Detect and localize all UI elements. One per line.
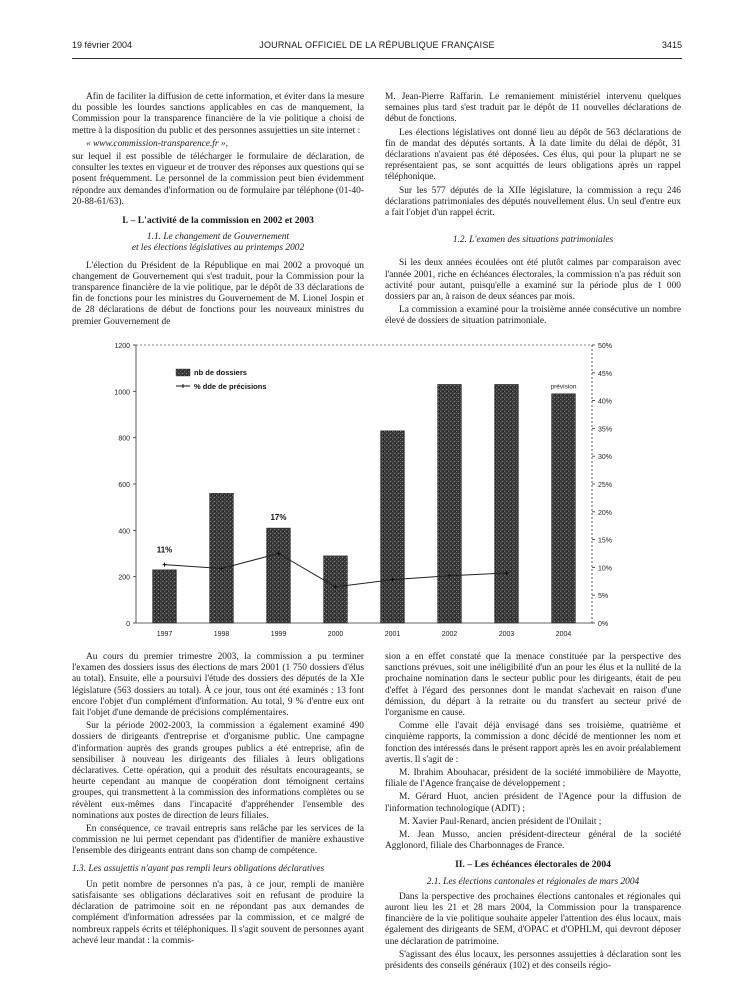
chart-bar: [495, 384, 519, 623]
paragraph: S'agissant des élus locaux, les personnes assujetties à déclaration sont les présidents des conseils généraux (102) et des conseils régio-: [385, 949, 681, 972]
paragraph: La commission a examiné pour la troisième année consécutive un nombre élevé de dossiers de situation patrimoniale.: [385, 305, 681, 327]
data-label: 11%: [156, 545, 173, 555]
y-tick-label: 800: [118, 435, 130, 443]
y2-tick-label: 35%: [598, 426, 613, 434]
y-tick-label: 1000: [114, 389, 130, 397]
x-tick-label: 2004: [555, 631, 572, 638]
subsection-heading: 1.3. Les assujettis n'ayant pas rempli leurs obligations déclaratives: [72, 863, 325, 874]
chart: [112, 335, 632, 647]
paragraph: Sur la période 2002-2003, la commission a également examiné 490 dossiers de dirigeants d'entreprise et d'organisme public. Une campagne d'information auprès des grands groupes publics a été entreprise, afin de sensibiliser à nouveau les dirigeants des filiales à leurs obligations déclaratives. Cette opération, qui a produit des résultats encourageants, se heurte cependant au manque de coopération dont témoignent certains groupes, qui transmettent à la commission des informations complètes ou se révèlent eux-mêmes dans l'incapacité d'appréhender l'ensemble des nominations aux postes de direction de leurs filiales.: [72, 721, 364, 821]
column-top-right: [385, 92, 681, 330]
column-bottom-right: [385, 652, 681, 974]
x-tick-label: 1997: [156, 631, 173, 638]
chart-bar: [381, 431, 405, 623]
paragraph: Afin de faciliter la diffusion de cette information, et éviter dans la mesure du possible les lourdes sanctions applicables en cas de manquement, la Commission pour la transparence financière de la vie politique a choisi de mettre à la disposition du public et des personnes assujetties un site internet :: [72, 92, 364, 136]
paragraph: En conséquence, ce travail entrepris sans relâche par les services de la commission ne lui permet cependant pas d'identifier de manière exhaustive l'ensemble des dirigeants entrant dans son champ de compétence.: [72, 824, 364, 857]
header-date: 19 février 2004: [72, 40, 133, 50]
website-url: « www.commission-transparence.fr »,: [86, 138, 228, 149]
legend-label: % dde de précisions: [194, 382, 267, 391]
y2-tick-label: 45%: [598, 370, 613, 378]
paragraph: M. Jean-Pierre Raffarin. Le remaniement ministériel intervenu quelques semaines plus tard s'est traduit par le dépôt de 11 nouvelles déclarations de début de fonctions.: [385, 92, 681, 125]
subsection-heading-line: 1.1. Le changement de Gouvernement: [146, 232, 290, 243]
paragraph: sion a en effet constaté que la menace constituée par la perspective des sanctions prévues, soit une inéligibilité d'un an pour les élus et la nullité de la prochaine nomination dans le secteur public pour les dirigeants, était de peu d'effet à l'égard des personnes dont le mandat s'achevait en raison d'une démission, du départ à la retraite ou du transfert au secteur privé de l'organisme en cause.: [385, 652, 681, 719]
header-page-number: 3415: [661, 40, 682, 50]
forecast-annotation: prévision: [550, 383, 577, 391]
y-tick-label: 200: [118, 574, 130, 582]
chart-bar: [438, 384, 462, 623]
chart-svg: [112, 335, 632, 647]
y2-tick-label: 0%: [598, 621, 609, 628]
x-tick-label: 2003: [498, 631, 515, 638]
list-item: M. Gérard Huot, ancien président de l'Agence pour la diffusion de l'information technologique (ADIT) ;: [385, 792, 681, 814]
line-point: [163, 563, 167, 567]
section-heading: II. – Les échéances électorales de 2004: [455, 859, 611, 871]
y2-tick-label: 5%: [598, 593, 609, 601]
chart-bar: [552, 394, 576, 623]
subsection-heading: 1.2. L'examen des situations patrimoniales: [452, 235, 614, 246]
paragraph: L'élection du Président de la République en mai 2002 a provoqué un changement de Gouvernement qui s'est traduit, pour la Commission pour la transparence financière de la vie politique, par le dépôt de 33 déclarations de fin de fonctions pour les ministres du Gouvernement de M. Lionel Jospin et de 28 déclarations de début de fonctions pour les nouveaux ministres du premier Gouvernement de: [72, 260, 364, 327]
x-tick-label: 2000: [327, 631, 344, 638]
list-item: M. Ibrahim Abouhacar, président de la société immobilière de Mayotte, filiale de l'Agence française de développement ;: [385, 768, 681, 790]
y-tick-label: 0: [126, 621, 130, 628]
y-tick-label: 1200: [114, 343, 130, 350]
chart-bar: [153, 570, 177, 623]
y-tick-label: 600: [118, 482, 130, 489]
x-tick-label: 1999: [270, 631, 287, 638]
y2-tick-label: 25%: [598, 482, 613, 489]
column-top-left: [72, 92, 364, 330]
paragraph: Au cours du premier trimestre 2003, la commission a pu terminer l'examen des dossiers issus des élections de mars 2001 (1 750 dossiers d'élus au total). Ensuite, elle a poursuivi l'étude des dossiers des députés de la XIe législature (563 dossiers au total). À ce jour, tous ont été examinés : 13 font encore l'objet d'un complément d'information. Au total, 9 % d'entre eux ont fait l'objet d'une demande de précisions complémentaires.: [72, 652, 364, 719]
data-label: 17%: [270, 513, 287, 523]
paragraph: Dans la perspective des prochaines élections cantonales et régionales qui auront lieu les 21 et 28 mars 2004, la Commission pour la transparence financière de la vie politique souhaite appeler l'attention des élus locaux, mais également des dirigeants de SEM, d'OPAC et d'OPHLM, qui devront déposer une déclaration de patrimoine.: [385, 891, 681, 947]
subsection-heading-line: et les élections législatives au printemps 2002: [131, 243, 305, 254]
y2-tick-label: 50%: [598, 343, 613, 350]
paragraph: Sur les 577 députés de la XIIe législature, la commission a reçu 246 déclarations patrimoniales des députés nouvellement élus. Un seul d'entre eux a fait l'objet d'un rappel écrit.: [385, 185, 681, 219]
x-tick-label: 1998: [213, 631, 230, 638]
paragraph: Les élections législatives ont donné lieu au dépôt de 563 déclarations de fin de mandat des députés sortants. À la date limite du délai de dépôt, 31 déclarations n'avaient pas été déposées. Ces élus, qui pour la plupart ne se représentaient pas, se sont acquittés de leurs obligations après un rappel téléphonique.: [385, 127, 681, 183]
x-tick-label: 2002: [441, 631, 458, 638]
legend-bar-swatch: [176, 369, 190, 376]
subsection-heading: [72, 232, 364, 254]
list-item: M. Xavier Paul-Renard, ancien président de l'Onilait ;: [399, 816, 602, 827]
paragraph: sur lequel il est possible de télécharger le formulaire de déclaration, de consulter les textes en vigueur et de trouver des réponses aux questions qui se posent fréquemment. Le personnel de la commission peut bien évidemment répondre aux demandes d'information ou de formulaire par téléphone (01-40-20-88-61/63).: [72, 152, 364, 207]
paragraph: Comme elle l'avait déjà envisagé dans ses troisième, quatrième et cinquième rapports, la commission a donc décidé de mentionner les nom et fonction des intéressés dans le présent rapport après les en avoir préalablement avertis. Il s'agit de :: [385, 721, 681, 765]
y2-tick-label: 15%: [598, 537, 613, 545]
paragraph: Un petit nombre de personnes n'a pas, à ce jour, rempli de manière satisfaisante ses obligations déclaratives soit en refusant de produire la déclaration de patrimoine soit en ne répondant pas aux demandes de complément d'information adressées par la commission, et ce malgré de nombreux rappels écrits et téléphoniques. Il s'agit souvent de personnes ayant achevé leur mandat : la commis-: [72, 879, 364, 946]
chart-bar: [267, 528, 291, 623]
chart-bar: [210, 493, 234, 623]
x-tick-label: 2001: [384, 631, 401, 638]
y2-tick-label: 30%: [598, 454, 613, 462]
page-header: [72, 40, 682, 54]
y2-tick-label: 10%: [598, 565, 613, 573]
y2-tick-label: 20%: [598, 509, 613, 517]
y2-tick-label: 40%: [598, 398, 613, 406]
y-tick-label: 400: [118, 528, 130, 536]
section-heading: I. – L'activité de la commission en 2002 et 2003: [122, 215, 314, 227]
paragraph: Si les deux années écoulées ont été plutôt calmes par comparaison avec l'année 2001, riche en échéances électorales, la commission n'a pas réduit son activité pour autant, puisqu'elle a examiné sur la période plus de 1 000 dossiers par an, à raison de deux séances par mois.: [385, 258, 681, 303]
legend-line-marker: [181, 384, 185, 388]
subsection-heading: 2.1. Les élections cantonales et régionales de mars 2004: [426, 876, 640, 887]
legend-label: nb de dossiers: [194, 368, 247, 377]
chart-bar: [324, 556, 348, 623]
header-rule: [72, 58, 682, 59]
list-item: M. Jean Musso, ancien président-directeur général de la société Agglonord, filiale des Charbonnages de France.: [385, 830, 681, 852]
header-title: JOURNAL OFFICIEL DE LA RÉPUBLIQUE FRANÇAISE: [259, 40, 495, 50]
column-bottom-left: [72, 652, 364, 949]
